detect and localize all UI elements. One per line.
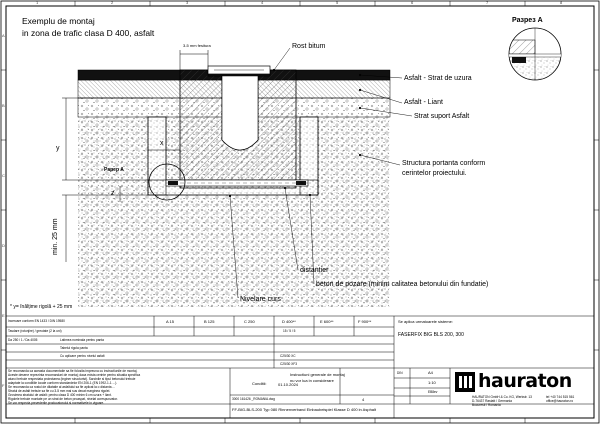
class-d400: D 400** xyxy=(282,319,296,324)
note-line: Stratul de asfalt trebuie sa fie cu 3-5 mm mai sus decat marginea rigolei. xyxy=(8,389,111,393)
grid-letter: E xyxy=(2,313,5,318)
table-row3-label: Da 250 / 1 / Da 4005 xyxy=(8,338,38,342)
grid-letter: A xyxy=(2,33,5,38)
bottom-caption: FF-BIG-BLS-200 Typ 080 Rinnenverband Einbaubeispiel Klasse D 400 in Asphalt xyxy=(232,407,377,412)
grid-letter: F xyxy=(2,383,5,388)
dim-y: y xyxy=(56,145,60,152)
grid-number: 5 xyxy=(336,0,339,5)
grid-number: 3 xyxy=(186,0,189,5)
address-line: HAURATON GmbH & Co. KG, Werkstr. 13 xyxy=(472,395,532,399)
class-f900: F 900** xyxy=(358,319,372,324)
dim-min: min. 25 mm xyxy=(52,218,59,255)
dim-x: x xyxy=(160,140,164,147)
edition: EB8ev xyxy=(428,390,438,394)
rigola-void xyxy=(222,76,258,150)
system-name: FASERFIX BIG BLS 200, 300 xyxy=(398,332,464,338)
label-nivelare: Nivelare curs xyxy=(240,296,281,303)
label-asfalt-liant: Asfalt - Liant xyxy=(404,99,443,106)
address-line: Bucuresti / Romania xyxy=(472,403,501,407)
grid-letter: B xyxy=(2,103,5,108)
note-line: Se recomanda ca rostul de dilatatie al asfaltului sa fie aplicat la o distanta ... xyxy=(8,385,116,389)
class-b125: B 125 xyxy=(204,319,215,324)
drawing-title-line2: in zona de trafic clasa D 400, asfalt xyxy=(22,28,155,38)
beton-value-1: C25/30 XC xyxy=(280,354,296,358)
scale-value: 1:10 xyxy=(428,380,436,385)
contact-line: tel +40 744 515 561 xyxy=(546,395,575,399)
label-structura-2: cerintelor proiectului. xyxy=(402,170,467,177)
address-line: D-76437 Rastatt / Germania xyxy=(472,399,512,403)
grid-letter: C xyxy=(2,173,5,178)
page-number: 4 xyxy=(362,397,365,402)
grid-letter: D xyxy=(2,243,5,248)
note-line: Se vor respecta prevederile producatorului si normativele in vigoare. xyxy=(8,401,105,405)
footnote: * y= înălțime rigolă + 25 mm xyxy=(10,304,73,310)
applies-label: Se aplica urmatoarele sisteme: xyxy=(398,319,453,324)
label-gap: 3-5 mm fesitura xyxy=(183,43,211,48)
grid-number: 8 xyxy=(560,0,563,5)
table-row1-label: Incercare conform EN 1433 / DIN 19580 xyxy=(8,319,65,323)
note-line: Aceste desene reprezinta recomandari de montaj; daca exista cerinte pentru situatia specifica xyxy=(8,373,141,377)
note-line: Grosimea stratului de asfalt: pentru clasa D 400 minim 6 cm uzura + liant. xyxy=(8,393,112,397)
beton-value-2: C25/30 XF3 xyxy=(280,362,298,366)
grid-number: 4 xyxy=(261,0,264,5)
label-beton: beton de pozare (minim calitatea betonului din fundatie) xyxy=(316,281,489,288)
label-structura-1: Structura portanta conform xyxy=(402,160,486,167)
label-asfalt-uzura: Asfalt - Strat de uzura xyxy=(404,75,472,82)
din-value: A4 xyxy=(428,370,433,375)
grid-number: 6 xyxy=(411,0,414,5)
note-line: Se recomanda ca aceasta documentatie sa fie folosita impreuna cu instructiunile de montaj. xyxy=(8,369,138,373)
contact-line: office@hauraton.ro xyxy=(546,399,574,403)
file-name: 3000 161426 _ROMANIA.dwg xyxy=(232,397,275,401)
drawing-title-line1: Exemplu de montaj xyxy=(22,16,95,26)
grid-number: 2 xyxy=(111,0,114,5)
label-detail-callout: Papep A xyxy=(104,167,124,173)
class-e600: E 600** xyxy=(320,319,334,324)
detail-a-title: Разрез А xyxy=(512,17,543,24)
label-rost-bitum: Rost bitum xyxy=(292,43,326,50)
conditii-label: Conditii: xyxy=(252,381,267,386)
note-line: adaptate la conditiile locale conform standardelor EN 206-1 (EN 1992-1-1 ...). xyxy=(8,381,118,385)
note-line: atunci trebuie respectata proiectarea (inginer structurist). Sarcinile si tipul betonului trebuie xyxy=(8,377,136,381)
hauraton-logo-mark xyxy=(455,372,475,392)
note-line: Rigolele trebuie montate pe un strat de beton proaspat, nivelat corespunzator. xyxy=(8,397,118,401)
class-c250: C 250 xyxy=(244,319,255,324)
date: 01.10.2024 xyxy=(278,382,299,387)
instructions-line2: nu vor lua in considerare xyxy=(290,378,334,383)
grid-number: 1 xyxy=(36,0,39,5)
table-row2-label: Tasdare (rotunjire) / greutate (2 la uni) xyxy=(8,329,62,333)
din-label: DIN xyxy=(397,371,403,375)
label-distantier: distanțier xyxy=(300,267,329,274)
instructions-line1: Instructiuni generale de montaj xyxy=(290,372,345,377)
class-a15: A 15 xyxy=(166,319,175,324)
grid-number: 7 xyxy=(486,0,489,5)
label-strat-suport: Strat suport Asfalt xyxy=(414,113,470,120)
table-row2-value: 15 / 5 / 5 xyxy=(283,329,296,333)
brand-wordmark: hauraton xyxy=(478,370,572,392)
dim-z: z xyxy=(111,190,115,197)
table-row6-label: Cu aplicare pentru nivelul asfalt xyxy=(60,354,105,358)
table-row4-label: Latimea nominala pentru panta xyxy=(60,338,104,342)
table-row5-label: Tabelul rigola panta xyxy=(60,346,88,350)
